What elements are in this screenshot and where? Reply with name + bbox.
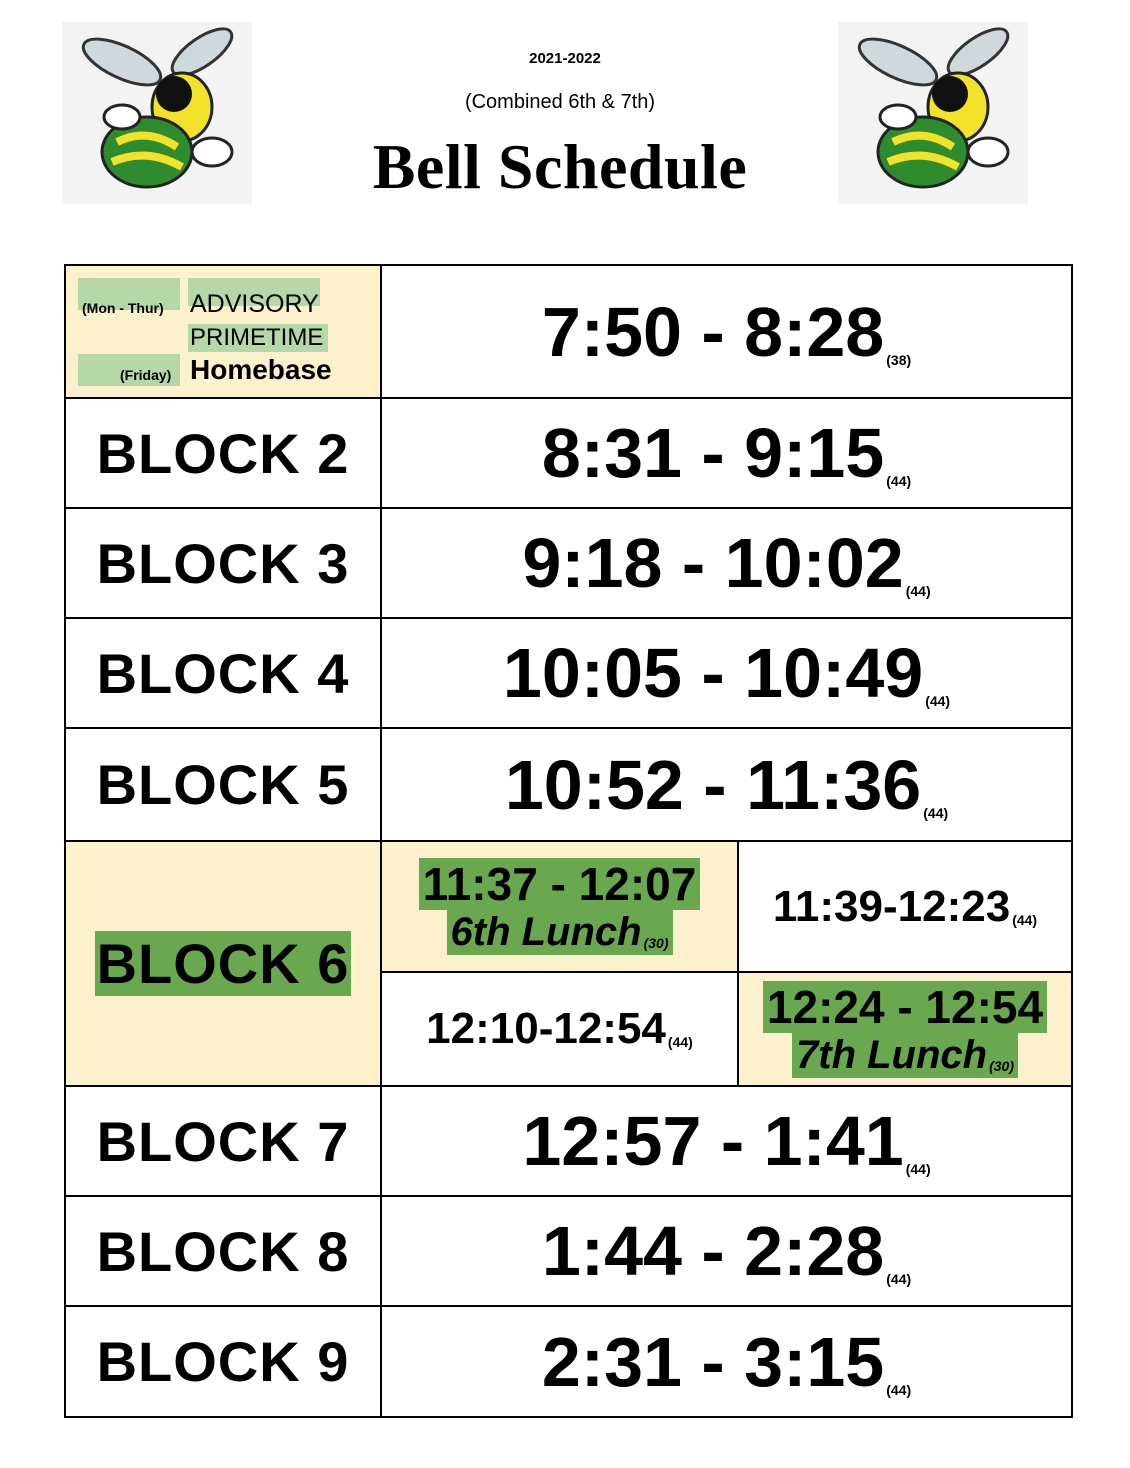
duration: (44)	[886, 1271, 912, 1287]
duration: (44)	[886, 1381, 912, 1398]
duration: (44)	[1012, 911, 1038, 928]
duration: (44)	[905, 583, 931, 599]
block-label: BLOCK 5	[96, 753, 350, 816]
block-label-cell	[64, 507, 382, 619]
time-range: 2:31 - 3:15	[541, 1322, 885, 1401]
time-range: 10:52 - 11:36	[504, 745, 922, 824]
duration: (44)	[886, 473, 912, 489]
lunch7-cell	[737, 971, 1073, 1087]
block-label-cell	[64, 1085, 382, 1197]
duration: (44)	[923, 804, 949, 821]
time-range: 10:05 - 10:49	[502, 634, 924, 712]
block-time-cell	[380, 727, 1073, 842]
block-label-cell	[64, 617, 382, 729]
lunch7-name: 7th Lunch	[796, 1032, 988, 1077]
homebase-label: Homebase	[190, 354, 332, 385]
lunch6-cell	[380, 840, 739, 973]
duration: (44)	[905, 1161, 931, 1177]
time-range: 7:50 - 8:28	[541, 292, 885, 371]
advisory-label: ADVISORY	[190, 290, 319, 318]
advisory-label-cell	[64, 264, 382, 399]
subtitle: (Combined 6th & 7th)	[464, 91, 656, 113]
block6-label-cell	[64, 840, 382, 1087]
mon-thur-label: (Mon - Thur)	[82, 300, 164, 316]
time-range: 11:39-12:23	[772, 881, 1011, 931]
school-year: 2021-2022	[529, 50, 601, 67]
block-label: BLOCK 4	[96, 641, 350, 705]
block-time-cell	[380, 617, 1073, 729]
duration: (44)	[667, 1034, 693, 1050]
block-label: BLOCK 7	[96, 1109, 350, 1173]
page-title: Bell Schedule	[372, 131, 748, 202]
block-label: BLOCK 8	[96, 1219, 350, 1283]
block-label-cell	[64, 727, 382, 842]
block-label: BLOCK 2	[96, 421, 350, 485]
block-label-cell	[64, 1195, 382, 1307]
time-range: 12:10-12:54	[426, 1004, 666, 1053]
lunch7-time: 12:24 - 12:54	[763, 981, 1047, 1033]
duration: (44)	[925, 693, 951, 709]
class6-cell	[380, 971, 739, 1087]
class7-cell	[737, 840, 1073, 973]
time-range: 8:31 - 9:15	[541, 414, 885, 492]
lunch6-time: 11:37 - 12:07	[419, 858, 701, 910]
time-range: 9:18 - 10:02	[522, 524, 904, 602]
block-time-cell	[380, 397, 1073, 509]
block-label: BLOCK 6	[96, 932, 350, 995]
block-label-cell	[64, 1305, 382, 1418]
block-time-cell	[380, 507, 1073, 619]
time-range: 12:57 - 1:41	[522, 1102, 904, 1180]
block-time-cell	[380, 1195, 1073, 1307]
block-time-cell	[380, 1085, 1073, 1197]
duration: (30)	[989, 1057, 1014, 1074]
advisory-time-cell	[380, 264, 1073, 399]
duration: (38)	[886, 351, 912, 368]
friday-label: (Friday)	[120, 367, 172, 383]
block-label: BLOCK 9	[96, 1330, 350, 1393]
duration: (30)	[643, 935, 669, 951]
block-time-cell	[380, 1305, 1073, 1418]
time-range: 1:44 - 2:28	[541, 1212, 885, 1290]
block-label: BLOCK 3	[96, 531, 350, 595]
lunch6-name: 6th Lunch	[450, 910, 642, 954]
primetime-label: PRIMETIME	[190, 324, 324, 351]
block-label-cell	[64, 397, 382, 509]
bell-schedule-table	[64, 264, 1073, 1418]
